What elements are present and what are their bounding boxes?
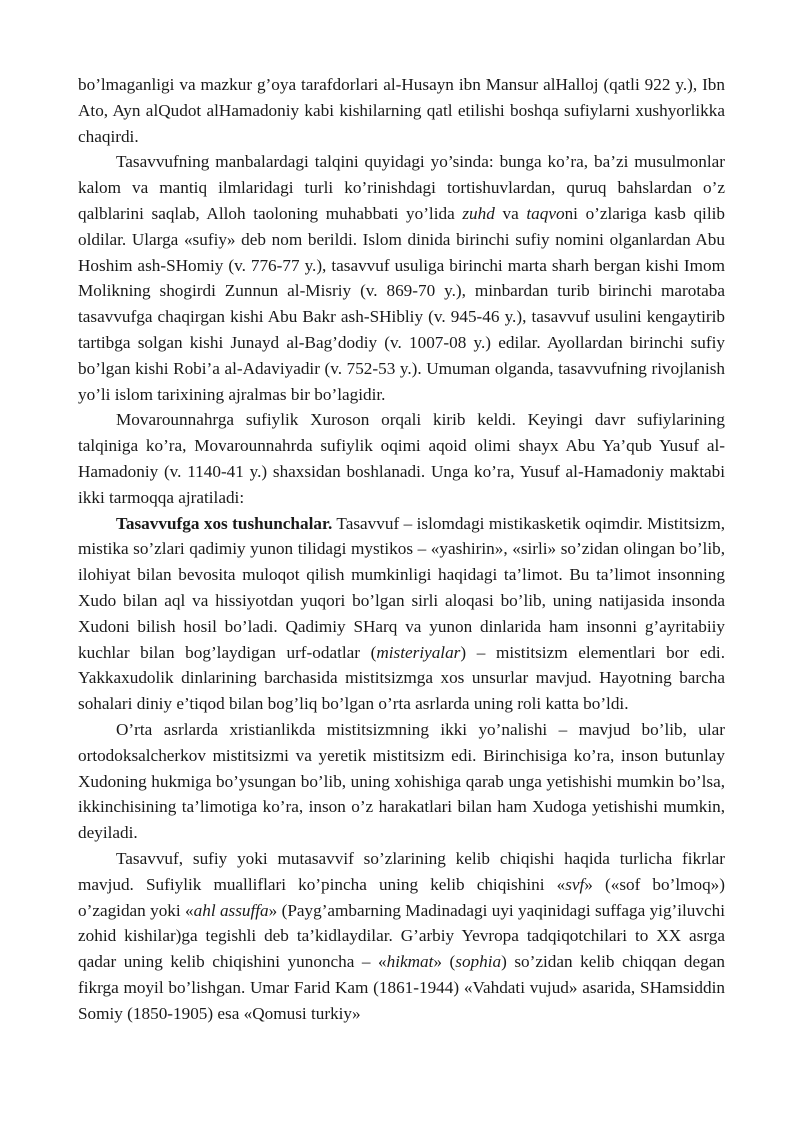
text-run: » (Payg’ambarning Madinadagi uyi yaqinidagi suffaga yig’iluvchi zohid kishilar)ga tegishli deb ta’kidlaydilar. G’arbiy Yevropa tadqiqotchilari to XX asrga qadar uning kelib chiqishini yunoncha – « [78,900,725,972]
paragraph-movarounnahr [78,407,725,510]
text-run: va [494,203,527,223]
paragraph-text: Movarounnahrga sufiylik Xuroson orqali kirib keldi. Keyingi davr sufiylarining talqiniga ko’ra, Movarounnahrda sufiylik oqimi aqoid olimi shayx Abu Ya’qub Yusuf al-Hamadoniy (v. 1140-41 y.) shaxsidan boshlanadi. Unga ko’ra, Yusuf al-Hamadoniy maktabi ikki tarmoqqa ajratiladi: [78,410,725,507]
paragraph-concepts [78,511,725,717]
paragraph-sufi-origins [78,149,725,407]
term-taqvo: taqvo [526,203,565,223]
text-run: Tasavvuf – islomdagi mistikasketik oqimdir. Mistitsizm, mistika so’zlari qadimiy yunon tilidagi mystikos – «yashirin», «sirli» so’zidan olingan bo’lib, ilohiyat bilan bevosita muloqot qilish mumkinligi haqidagi ta’limot. Bu ta’limot insonning Xudo bilan aql va hissiyotdan yuqori bo’lgan sirli aloqasi bo’lib, uning natijasida insonda Xudoni bilish hosil bo’ladi. Qadimiy SHarq va yunon dinlarida ham insonni g’ayritabiiy kuchlar bilan bog’laydigan urf-odatlar ( [78,513,725,662]
term-zuhd: zuhd [462,203,495,223]
text-run: ni o’zlariga kasb qilib oldilar. Ularga «sufiy» deb nom berildi. Islom dinida birinchi sufiy nomini olganlardan Abu Hoshim ash-SHomiy (v. 776-77 y.), tasavvuf usuliga birinchi marta sharh bergan kishi Imom Molikning shogirdi Zunnun al-Misriy (v. 869-70 y.), minbardan turib birinchi marotaba tasavvufga chaqirgan kishi Abu Bakr ash-SHibliy (v. 945-46 y.), tasavvuf usulini kengaytirib tartibga solgan kishi Junayd al-Bag’dodiy (v. 1007-08 y.) edilar. Ayollardan birinchi sufiy bo’lgan kishi Robi’a al-Adaviyadir (v. 752-53 y.). Umuman olganda, tasavvufning rivojlanish yo’li islom tarixining ajralmas bir bo’lagidir. [78,203,725,404]
term-hikmat: hikmat [386,952,434,972]
paragraph-etymology [78,846,725,1027]
paragraph-christian-mysticism [78,717,725,846]
text-run: Tasavvufning manbalardagi talqini quyidagi yo’sinda: bunga ko’ra, ba’zi musulmonlar kalom va mantiq ilmlaridagi turli ko’rinishdagi tortishuvlardan, quruq bahslardan o’z qalblarini saqlab, Alloh taoloning muhabbati yo’lida [78,152,725,223]
text-run: ) – mistitsizm elementlari bor edi. Yakkaxudolik dinlarining barchasida mistitsizmga xos unsurlar mavjud. Hayotning barcha sohalari diniy e’tiqod bilan bog’liq bo’lgan o’rta asrlarda uning roli katta bo’ldi. [78,642,725,714]
section-heading: Tasavvufga xos tushunchalar. [116,513,333,533]
paragraph-text: bo’lmaganligi va mazkur g’oya tarafdorlari al-Husayn ibn Mansur alHalloj (qatli 922 y.), Ibn Ato, Ayn alQudot alHamadoniy kabi kishilarning qatl etilishi boshqa sufiylarni xushyorlikka chaqirdi. [78,75,725,146]
text-run: Tasavvuf, sufiy yoki mutasavvif so’zlarining kelib chiqishi haqida turlicha fikrlar mavjud. Sufiylik mualliflari ko’pincha uning kelib chiqishini « [78,848,725,894]
term-ahl-assuffa: ahl assuffa [193,900,269,920]
term-svf: svf [565,874,585,894]
text-run: ) so’zidan kelib chiqqan degan fikrga moyil bo’lishgan. Umar Farid Kam (1861-1944) «Vahdati vujud» asarida, SHamsiddin Somiy (1850-1905) esa «Qomusi turkiy» [78,952,725,1023]
term-sophia: sophia [455,952,502,972]
paragraph-text: O’rta asrlarda xristianlikda mistitsizmning ikki yo’nalishi – mavjud bo’lib, ular ortodoksalcherkov mistitsizmi va yeretik mistitsizm edi. Birinchisiga ko’ra, inson butunlay Xudoning hukmiga bo’ysungan bo’lib, uning xohishiga qarab unga yetishishi mumkin bo’lsa, ikkinchisining ta’limotiga ko’ra, inson o’z harakatlari bilan ham Xudoga yetishishi mumkin, deyiladi. [78,719,725,843]
paragraph-continuation [78,72,725,149]
term-misteriyalar: misteriyalar [376,642,461,662]
text-run: » («sof bo’lmoq») o’zagidan yoki « [78,874,725,920]
text-run: » ( [433,952,456,972]
